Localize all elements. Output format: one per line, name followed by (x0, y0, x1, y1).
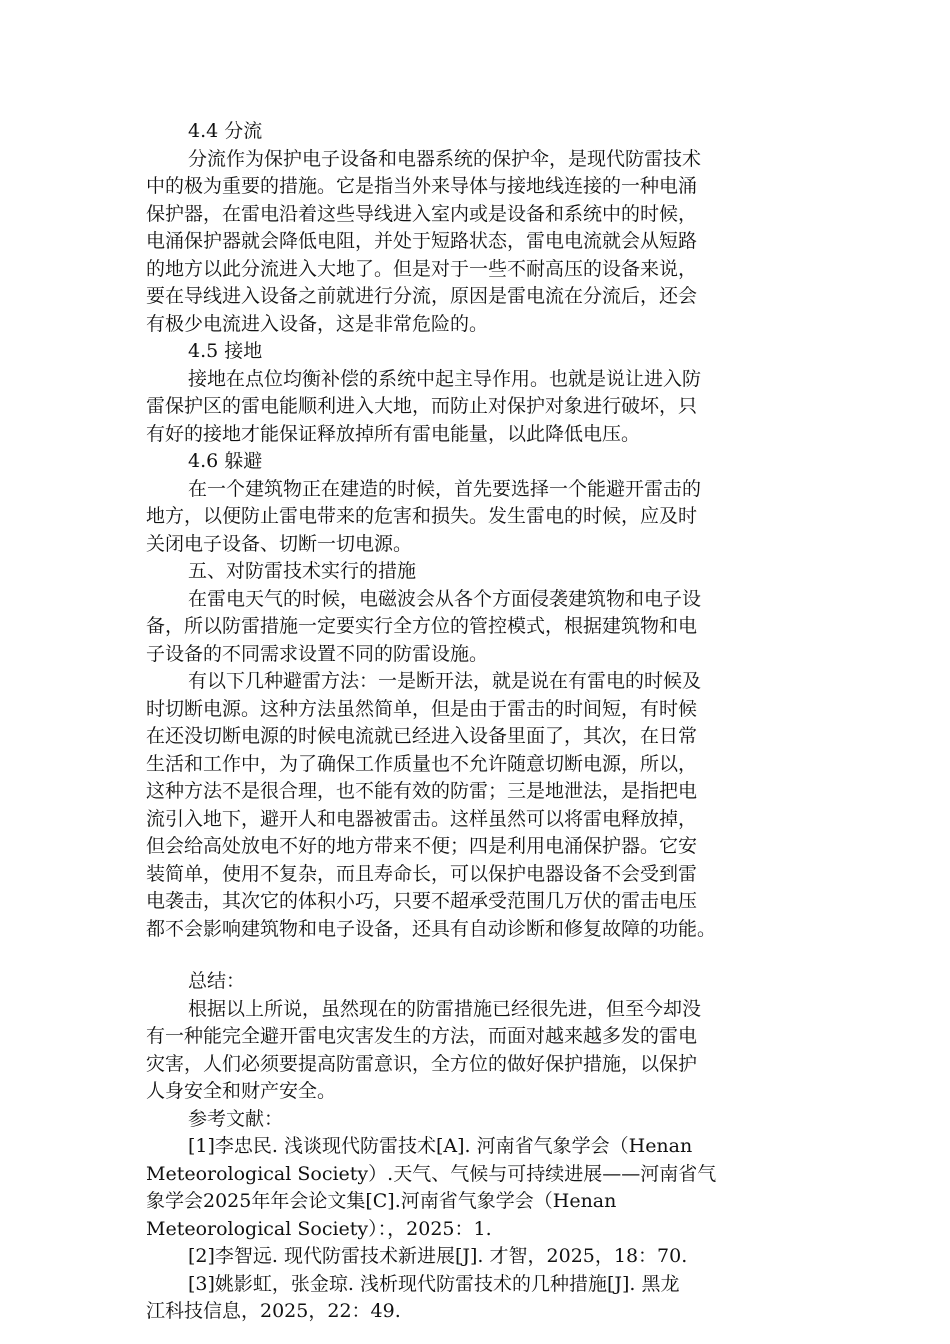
text-line: 电袭击，其次它的体积小巧，只要不超承受范围几万伏的雷击电压 (146, 890, 698, 912)
text-line: 生活和工作中，为了确保工作质量也不允许随意切断电源，所以， (146, 752, 698, 775)
paragraph (146, 366, 804, 449)
text-line: 在还没切断电源的时候电流就已经进入设备里面了，其次，在日常 (146, 725, 698, 747)
text-line: 电涌保护器就会降低电阻，并处于短路状态，雷电电流就会从短路 (146, 230, 698, 252)
text-line: Meteorological Society）：，2025：1. (146, 1217, 492, 1240)
text-line: 但会给高处放电不好的地方带来不便；四是利用电涌保护器。它安 (146, 835, 698, 857)
text-line: 时切断电源。这种方法虽然简单，但是由于雷击的时间短，有时候 (146, 697, 698, 720)
text-line: Meteorological Society）.天气、气候与可持续进展——河南省气 (146, 1162, 717, 1185)
section-heading: 4.5 接地 (188, 340, 263, 362)
text-line: 有极少电流进入设备，这是非常危险的。 (146, 312, 489, 335)
text-line: 根据以上所说，虽然现在的防雷措施已经很先进，但至今却没 (188, 997, 702, 1020)
text-line: 有好的接地才能保证释放掉所有雷电能量，以此降低电压。 (146, 422, 641, 445)
text-line: 这种方法不是很合理，也不能有效的防雷；三是地泄法，是指把电 (146, 780, 698, 802)
text-line: 流引入地下，避开人和电器被雷击。这样虽然可以将雷电释放掉， (146, 807, 698, 830)
text-line: 的地方以此分流进入大地了。但是对于一些不耐高压的设备来说， (146, 257, 698, 280)
section-heading: 4.4 分流 (188, 120, 263, 142)
text-line: 关闭电子设备、切断一切电源。 (146, 532, 413, 555)
paragraph (146, 476, 804, 559)
text-line: 接地在点位均衡补偿的系统中起主导作用。也就是说让进入防 (188, 367, 702, 390)
text-line: 装简单，使用不复杂，而且寿命长，可以保护电器设备不会受到雷 (146, 862, 698, 885)
text-line: 雷保护区的雷电能顺利进入大地，而防止对保护对象进行破坏，只 (146, 395, 698, 417)
references-heading: 参考文献： (188, 1107, 284, 1130)
text-line: 备，所以防雷措施一定要实行全方位的管控模式，根据建筑物和电 (146, 615, 698, 637)
summary-paragraph (146, 996, 804, 1106)
text-line: 灾害，人们必须要提高防雷意识，全方位的做好保护措施，以保护 (146, 1052, 698, 1075)
text-line: 要在导线进入设备之前就进行分流，原因是雷电流在分流后，还会 (146, 285, 698, 307)
reference-item (146, 1271, 804, 1326)
text-line: 象学会2025年年会论文集[C].河南省气象学会（Henan (146, 1190, 617, 1212)
summary-heading: 总结： (188, 970, 246, 992)
text-line: [2]李智远. 现代防雷技术新进展[J]. 才智，2025，18：70. (188, 1245, 688, 1267)
paragraph (146, 586, 804, 669)
text-line: 江科技信息，2025，22：49. (146, 1300, 401, 1322)
paragraph (146, 668, 804, 943)
text-line: 在雷电天气的时候，电磁波会从各个方面侵袭建筑物和电子设 (188, 587, 702, 610)
text-line: 地方，以便防止雷电带来的危害和损失。发生雷电的时候，应及时 (146, 505, 698, 527)
document-body (146, 118, 804, 1326)
text-line: [3]姚影虹，张金琼. 浅析现代防雷技术的几种措施[J]. 黑龙 (188, 1272, 680, 1295)
text-line: 中的极为重要的措施。它是指当外来导体与接地线连接的一种电涌 (146, 175, 698, 197)
section-heading: 五、对防雷技术实行的措施 (188, 560, 417, 582)
text-line: 分流作为保护电子设备和电器系统的保护伞，是现代防雷技术 (188, 147, 702, 170)
blank-line (146, 943, 804, 968)
reference-item (146, 1133, 804, 1243)
text-line: 人身安全和财产安全。 (146, 1080, 337, 1102)
text-line: 都不会影响建筑物和电子设备，还具有自动诊断和修复故障的功能。 (146, 917, 717, 940)
text-line: 子设备的不同需求设置不同的防雷设施。 (146, 642, 489, 665)
text-line: [1]李忠民. 浅谈现代防雷技术[A]. 河南省气象学会（Henan (188, 1135, 693, 1157)
text-line: 有以下几种避雷方法：一是断开法，就是说在有雷电的时候及 (188, 670, 702, 692)
text-line: 保护器，在雷电沿着这些导线进入室内或是设备和系统中的时候， (146, 202, 698, 225)
reference-item (146, 1243, 804, 1271)
paragraph (146, 146, 804, 339)
text-line: 有一种能完全避开雷电灾害发生的方法，而面对越来越多发的雷电 (146, 1025, 698, 1047)
text-line: 在一个建筑物正在建造的时候，首先要选择一个能避开雷击的 (188, 477, 702, 500)
section-heading: 4.6 躲避 (188, 450, 263, 472)
